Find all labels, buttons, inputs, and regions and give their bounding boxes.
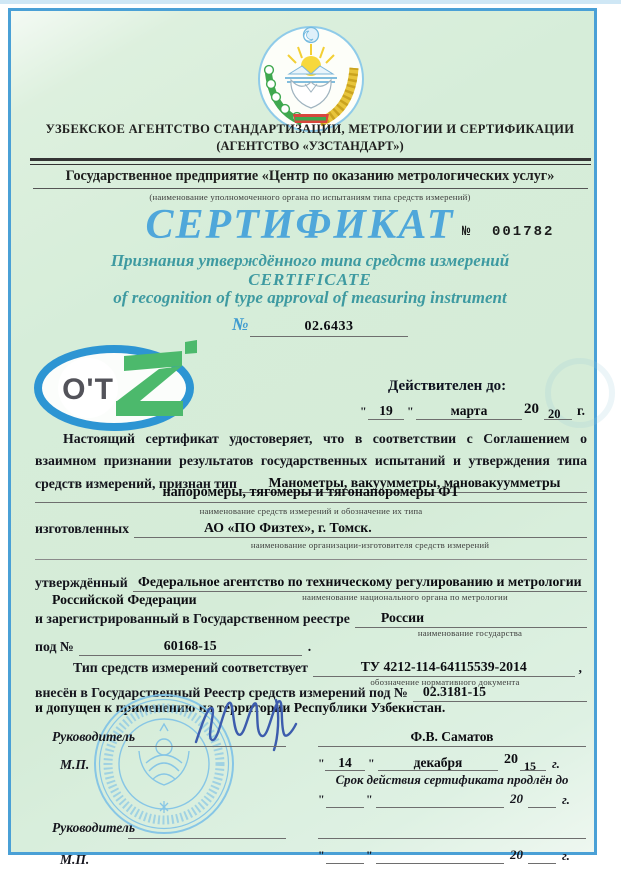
standard-row [35, 657, 587, 677]
certificate-title: СЕРТИФИКАТ [145, 202, 455, 248]
form-line [318, 746, 586, 747]
quote-mark: " [407, 404, 414, 418]
valid-year-suffix: г. [577, 403, 585, 418]
serial-number-label: № [462, 224, 473, 240]
head-label: Руководитель [52, 729, 136, 744]
type-row2 [35, 483, 587, 503]
uzbekistan-emblem-icon [255, 22, 367, 134]
valid-year: 20 [548, 407, 561, 421]
comma-mark: , [578, 660, 582, 675]
form-line [318, 838, 586, 839]
quote-mark: " [366, 848, 373, 862]
head-name: Ф.В. Саматов [410, 729, 494, 744]
form-line [376, 807, 504, 808]
authority-value-line2: Российской Федерации [52, 592, 197, 607]
body-line1: Настоящий сертификат удостоверяет, что в соответствии с Соглашением о [63, 431, 587, 446]
sign-date-century: 20 [504, 752, 518, 767]
entry-number-value: 02.3181-15 [413, 684, 587, 702]
valid-century: 20 [524, 401, 539, 417]
country-caption: наименование государства [417, 628, 523, 638]
approved-label: утверждённый [35, 575, 128, 590]
manufacturer-row [35, 518, 587, 538]
serial-number: 001782 [492, 224, 555, 240]
standard-value: ТУ 4212-114-64115539-2014 [313, 659, 575, 677]
sign-date-month: декабря [413, 755, 463, 770]
sign-date-day: 14 [338, 755, 352, 770]
date2-year-suffix: г. [562, 848, 570, 863]
scan-edge-strip [0, 0, 621, 4]
allowed-line: и допущен к применению на территории Республики Узбекистан. [35, 700, 446, 715]
form-line [528, 863, 556, 864]
type-row-label: средств измерений, признан тип [35, 476, 237, 491]
sign-date-suffix: г. [552, 756, 560, 771]
signature-line [128, 746, 286, 747]
standard-caption: обозначение нормативного документа [370, 677, 520, 687]
type-caption: наименование средств измерений и обозначение их типа [199, 506, 423, 516]
issuing-org-name: Государственное предприятие «Центр по оказанию метрологических услуг» [65, 168, 555, 184]
type-value-line1: Манометры, вакуумметры, мановакуумметры [242, 475, 587, 493]
date2-century: 20 [510, 847, 523, 862]
quote-mark: " [318, 848, 325, 862]
head2-label: Руководитель [52, 820, 136, 835]
form-line [326, 863, 364, 864]
valid-until-label: Действителен до: [388, 378, 507, 394]
reg-number-value: 60168-15 [79, 638, 302, 656]
doc-number-value: 02.6433 [304, 319, 354, 334]
form-line [528, 807, 556, 808]
form-line [376, 863, 504, 864]
subtitle-russian: Признания утверждённого типа средств измерений [110, 251, 510, 270]
signature-line [128, 838, 286, 839]
issuing-org-caption: (наименование уполномоченного органа по испытаниям типа средств измерений) [149, 192, 471, 202]
under-number-label: под № [35, 639, 74, 654]
prolong-century: 20 [510, 791, 523, 806]
quote-mark: " [318, 756, 325, 770]
form-line [33, 188, 588, 189]
approved-row [35, 572, 587, 592]
agency-name-line1: УЗБЕКСКОЕ АГЕНТСТВО СТАНДАРТИЗАЦИИ, МЕТРОЛОГИИ И СЕРТИФИКАЦИИ [45, 122, 575, 136]
quote-mark: " [360, 404, 367, 418]
header-divider [30, 158, 591, 165]
form-line [35, 559, 587, 560]
otz-logo [30, 338, 206, 432]
prolong-label: Срок действия сертификата продлён до [335, 773, 569, 787]
conformity-label: Тип средств измерений соответствует [73, 660, 308, 675]
period-mark: . [307, 639, 312, 654]
country-value: России [355, 610, 587, 628]
title-english: CERTIFICATE [248, 270, 372, 289]
body-line2: взаимном признании результатов государственных испытаний и утверждения типа [35, 453, 587, 468]
form-line [368, 419, 404, 420]
logo-text: O'T [62, 373, 114, 406]
quote-mark: " [318, 792, 325, 806]
valid-month: марта [450, 403, 488, 418]
form-line [326, 807, 364, 808]
reg-number-row [35, 636, 587, 656]
sign-date-year: 15 [524, 759, 536, 773]
registered-row [35, 608, 587, 628]
manufacturer-caption: наименование организации-изготовителя средств измерений [250, 540, 490, 550]
manufactured-label: изготовленных [35, 521, 129, 536]
subtitle-english: of recognition of type approval of measuring instrument [113, 288, 507, 307]
stamp-place-label: М.П. [60, 757, 90, 772]
doc-number-label: № [232, 314, 249, 334]
valid-day: 19 [379, 403, 393, 418]
type-value-line2: напоромеры, тягомеры и тягонапоромеры ФТ [35, 484, 587, 503]
form-line [250, 336, 408, 337]
registered-label: и зарегистрированный в Государственном реестре [35, 611, 350, 626]
form-line [416, 419, 522, 420]
quote-mark: " [366, 792, 373, 806]
prolong-year-suffix: г. [562, 792, 570, 807]
quote-mark: " [368, 756, 375, 770]
authority-value: Федеральное агентство по техническому регулированию и метрологии [133, 574, 587, 592]
manufacturer-value: АО «ПО Физтех», г. Томск. [134, 520, 587, 538]
authority-caption: наименование национального органа по метрологии [302, 592, 508, 602]
stamp-place2-label: М.П. [60, 852, 90, 867]
agency-name-line2: (АГЕНТСТВО «УЗСТАНДАРТ») [216, 139, 404, 153]
entered-label: внесён в Государственный Реестр средств измерений под № [35, 685, 408, 700]
